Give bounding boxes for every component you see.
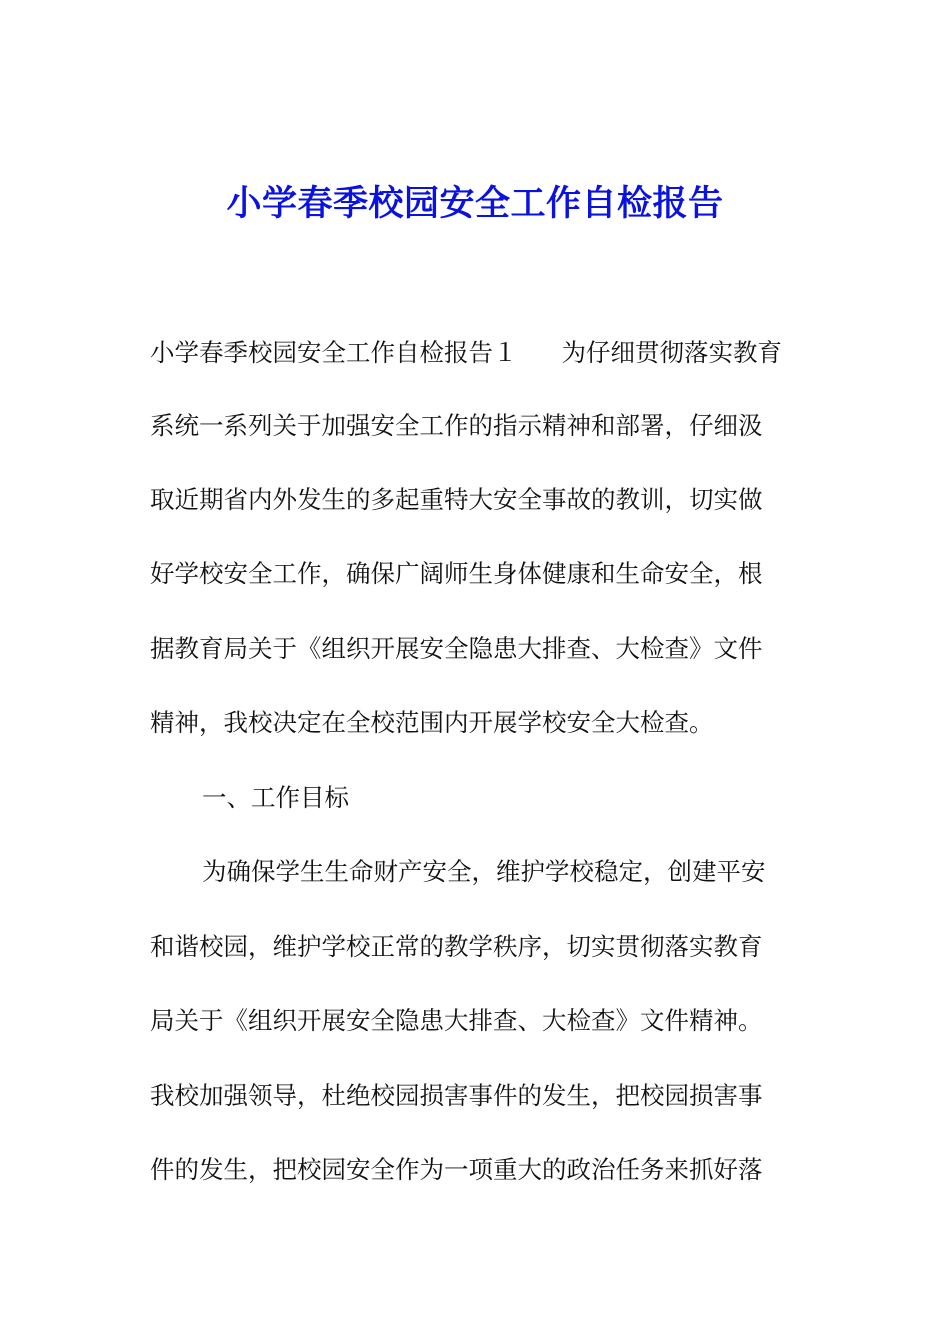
- section-heading: 一、工作目标: [202, 783, 349, 812]
- body-line-9: 和谐校园，维护学校正常的教学秩序，切实贯彻落实教育: [150, 932, 763, 961]
- body-line-10: 局关于《组织开展安全隐患大排查、大检查》文件精神。: [150, 1006, 763, 1035]
- paragraph-start: 为仔细贯彻落实教育: [561, 338, 782, 367]
- body-line-3: 取近期省内外发生的多起重特大安全事故的教训，切实做: [150, 485, 763, 514]
- body-line-6: 精神，我校决定在全校范围内开展学校安全大检查。: [150, 708, 714, 737]
- body-line-8: 为确保学生生命财产安全，维护学校稳定，创建平安: [202, 857, 766, 886]
- body-line-2: 系统一系列关于加强安全工作的指示精神和部署，仔细汲: [150, 411, 763, 440]
- body-line-1: [150, 333, 782, 373]
- inline-heading: 小学春季校园安全工作自检报告１: [150, 338, 518, 367]
- body-line-5: 据教育局关于《组织开展安全隐患大排查、大检查》文件: [150, 634, 763, 663]
- body-line-12: 件的发生，把校园安全作为一项重大的政治任务来抓好落: [150, 1155, 763, 1184]
- document-title: 小学春季校园安全工作自检报告: [226, 183, 724, 224]
- body-line-11: 我校加强领导，杜绝校园损害事件的发生，把校园损害事: [150, 1081, 763, 1110]
- body-line-4: 好学校安全工作，确保广阔师生身体健康和生命安全，根: [150, 559, 763, 588]
